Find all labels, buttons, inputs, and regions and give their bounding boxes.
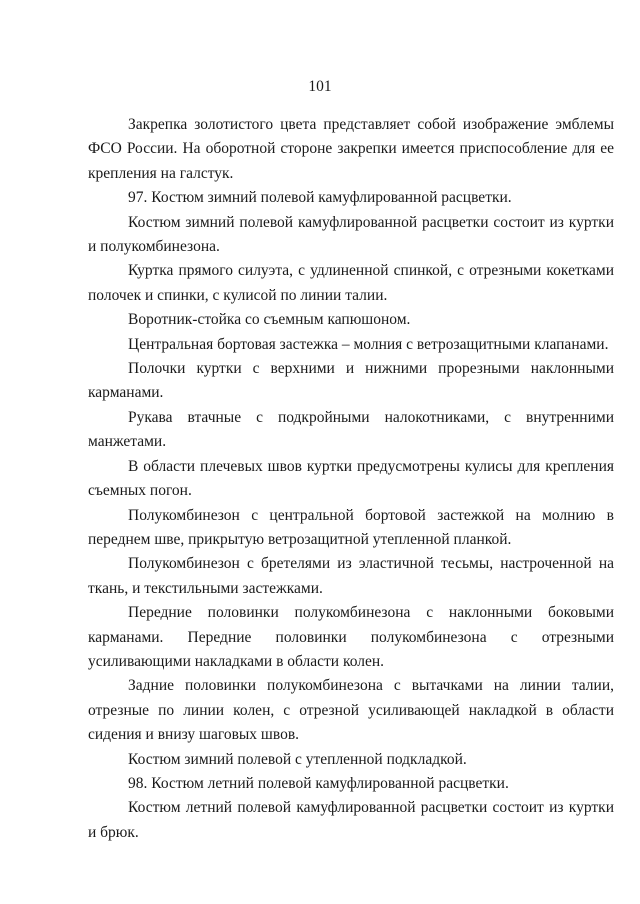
- paragraph-summer-suit-composition: Костюм летний полевой камуфлированной расцветки состоит из куртки и брюк.: [88, 799, 614, 841]
- paragraph-overall-front: Передние половинки полукомбинезона с наклонными боковыми карманами. Передние половинки полукомбинезона с отрезными усиливающими накладками в области колен.: [88, 604, 614, 670]
- paragraph-lining: Костюм зимний полевой с утепленной подкладкой.: [128, 750, 467, 768]
- paragraph-heading-98: 98. Костюм летний полевой камуфлированной расцветки.: [128, 774, 509, 792]
- paragraph-emblem-clip: Закрепка золотистого цвета представляет собой изображение эмблемы ФСО России. На оборотной стороне закрепки имеется приспособление для ее крепления на галстук.: [88, 116, 614, 182]
- paragraph-collar: Воротник-стойка со съемным капюшоном.: [128, 311, 411, 329]
- paragraph-overall-back: Задние половинки полукомбинезона с вытачками на линии талии, отрезные по линии колен, с отрезной усиливающей накладкой в области сидения и внизу шаговых швов.: [88, 677, 614, 744]
- paragraph-jacket-pockets: Полочки куртки с верхними и нижними прорезными наклонными карманами.: [88, 360, 614, 402]
- paragraph-winter-suit-composition: Костюм зимний полевой камуфлированной расцветки состоит из куртки и полукомбинезона.: [88, 213, 614, 256]
- paragraph-heading-97: 97. Костюм зимний полевой камуфлированной расцветки.: [128, 189, 512, 207]
- document-body: [88, 113, 614, 845]
- page-number: 101: [308, 78, 332, 95]
- paragraph-jacket-silhouette: Куртка прямого силуэта, с удлиненной спинкой, с отрезными кокетками полочек и спинки, с кулисой по линии талии.: [88, 262, 614, 304]
- paragraph-overall-straps: Полукомбинезон с бретелями из эластичной тесьмы, настроченной на ткань, и текстильными застежками.: [88, 555, 614, 597]
- paragraph-central-fastener: Центральная бортовая застежка – молния с ветрозащитными клапанами.: [128, 335, 609, 353]
- paragraph-shoulder-loops: В области плечевых швов куртки предусмотрены кулисы для крепления съемных погон.: [88, 457, 614, 500]
- paragraph-sleeves: Рукава втачные с подкройными налокотниками, с внутренними манжетами.: [88, 408, 614, 451]
- paragraph-overall-zipper: Полукомбинезон с центральной бортовой застежкой на молнию в переднем шве, прикрытую ветрозащитной утепленной планкой.: [88, 506, 614, 548]
